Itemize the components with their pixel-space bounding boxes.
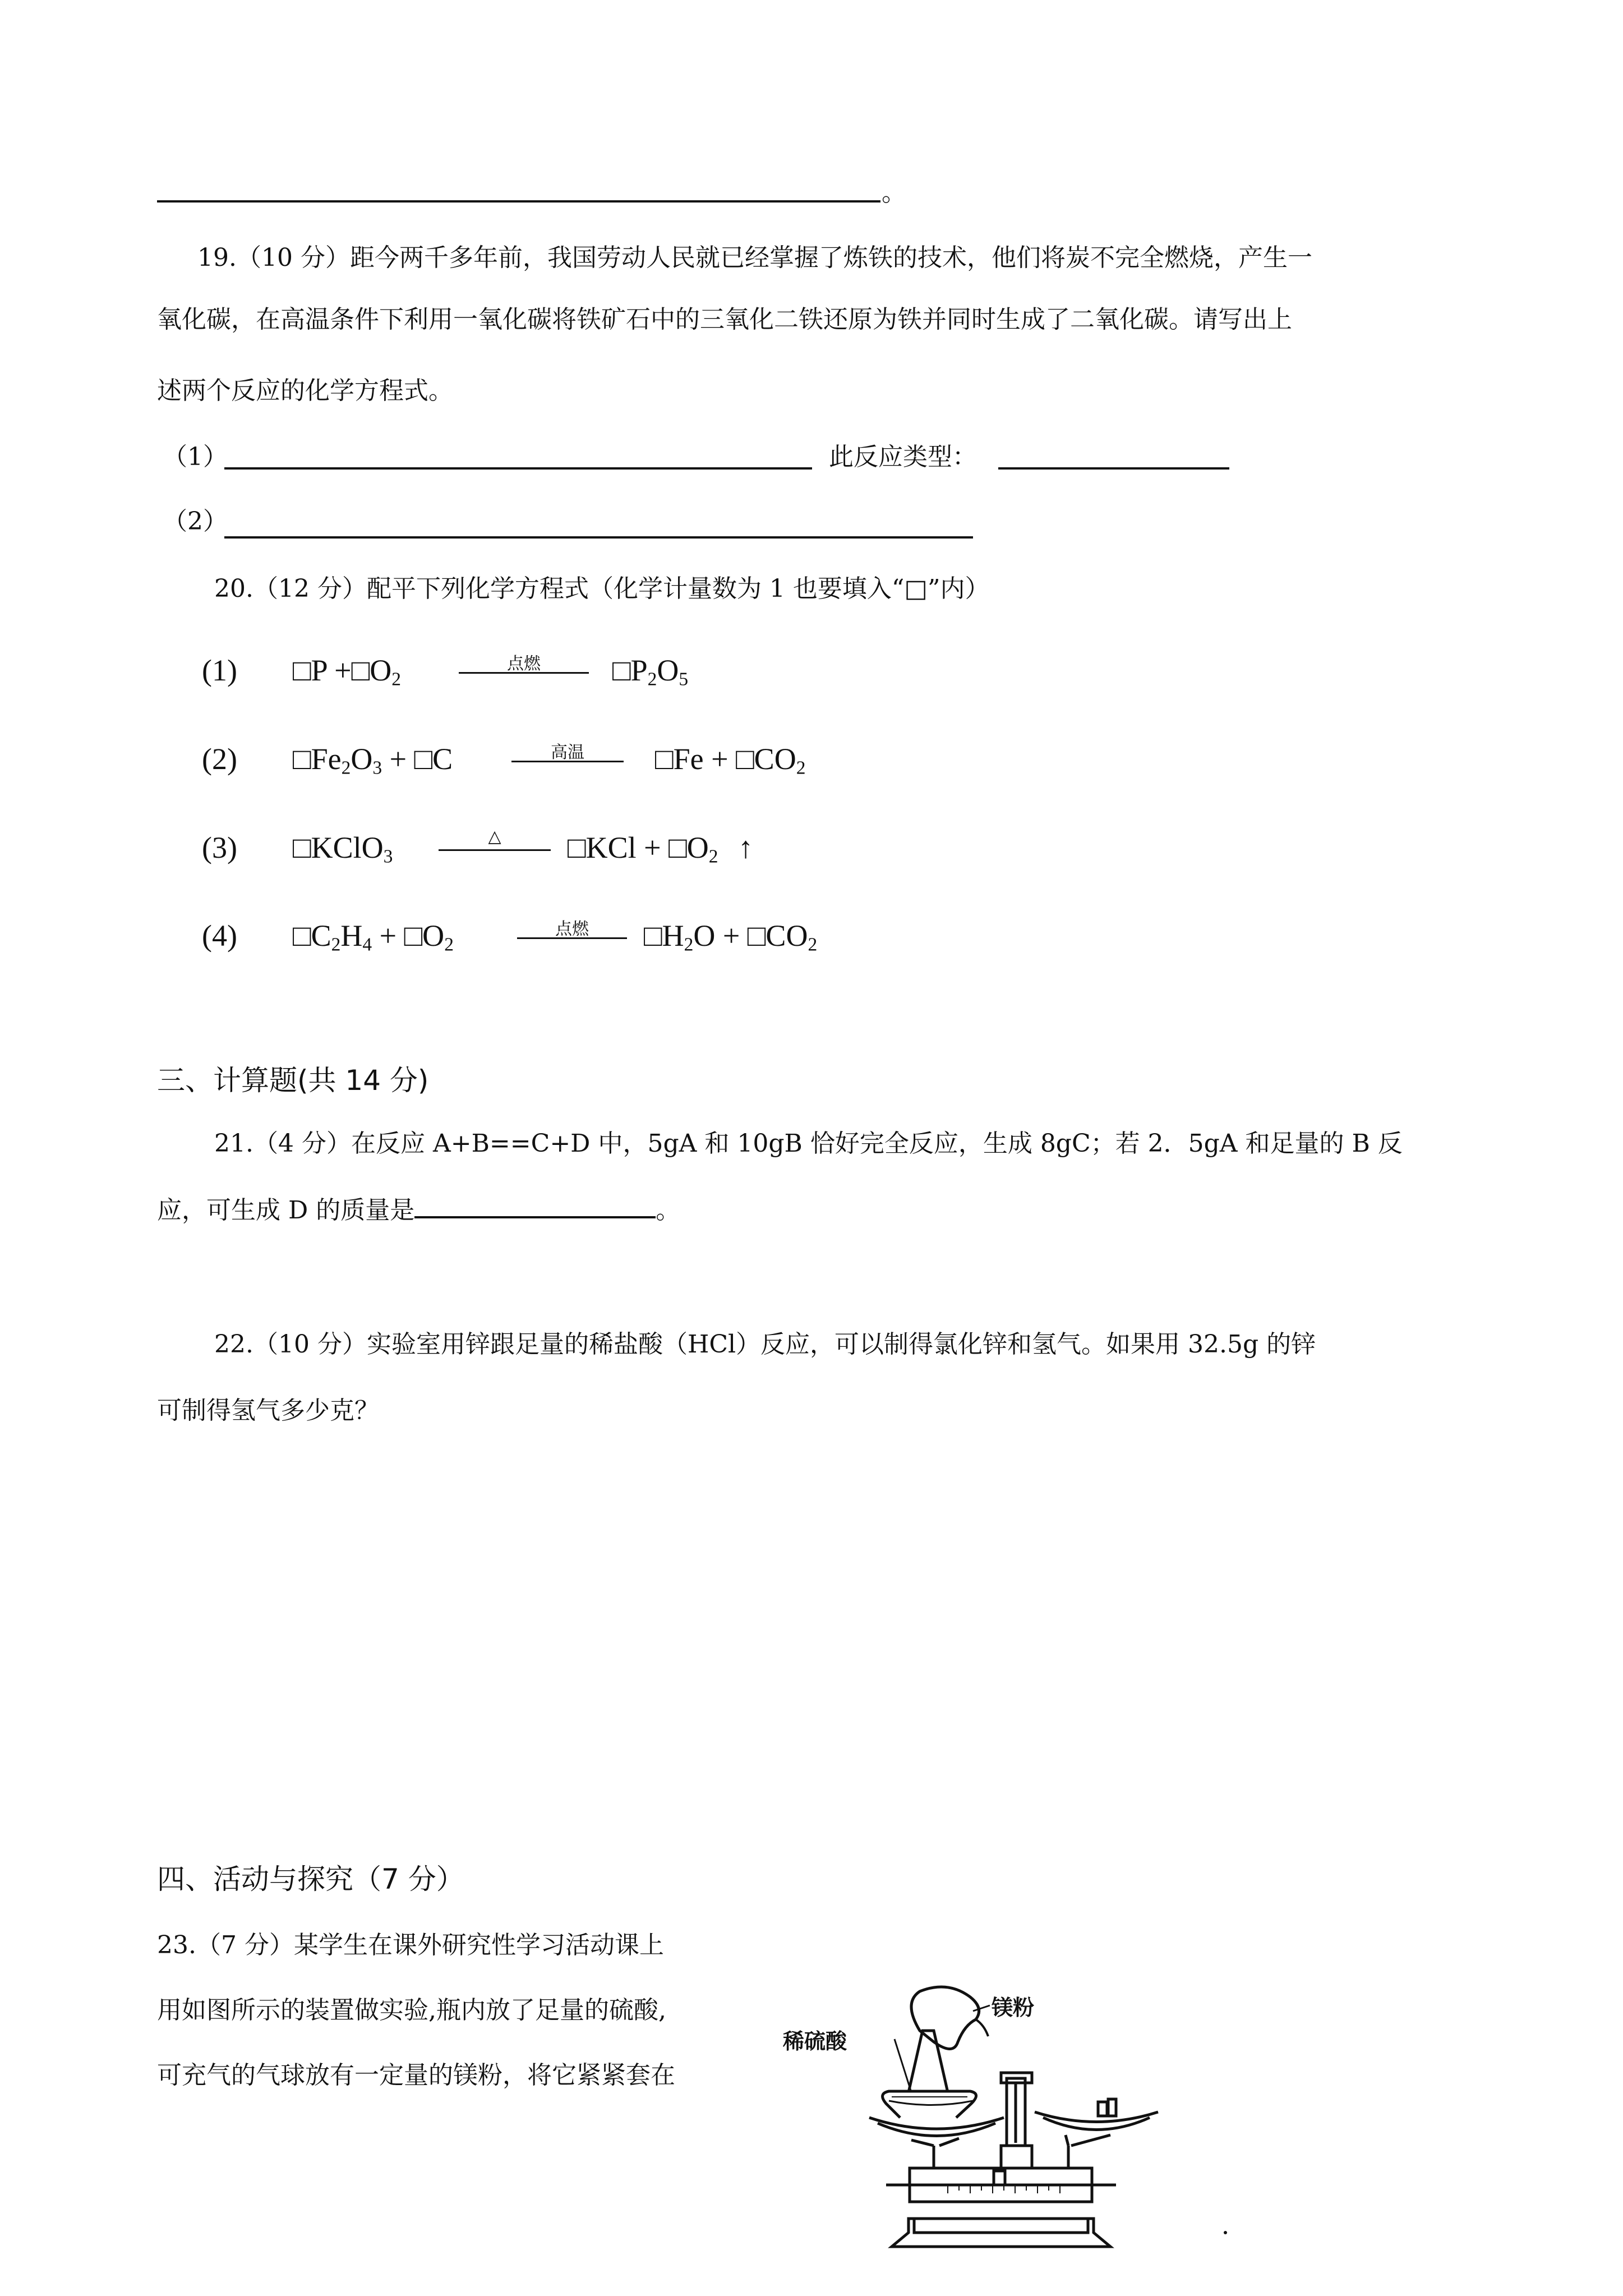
q19-reaction-type-blank[interactable]: [998, 467, 1229, 470]
eq1-condition: 点燃: [507, 654, 541, 674]
eq1-reactants: □P $+□O_2$: [293, 654, 401, 690]
eq2-condition: 高温: [551, 743, 584, 762]
eq3-reactants: □KClO$_3$: [293, 831, 393, 867]
q19-reaction-type-label: 此反应类型：: [829, 443, 977, 471]
q19-answer-line-1[interactable]: [224, 467, 812, 470]
top-period: 。: [882, 178, 906, 207]
q23-line1: 23.（7 分）某学生在课外研究性学习活动课上: [157, 1931, 664, 1959]
section4-title: 四、活动与探究（7 分）: [157, 1863, 464, 1895]
gas-up-arrow: ↑: [737, 831, 753, 864]
label-dilute-sulfuric-acid: 稀硫酸: [783, 2029, 847, 2054]
eq1-products: $□P_2O_5$: [612, 654, 689, 690]
eq3-products: □KCl + $□O_2$ ↑: [568, 831, 753, 867]
label-magnesium-powder: 镁粉: [992, 1995, 1035, 2020]
q19-line3: 述两个反应的化学方程式。: [157, 376, 453, 405]
q21-line2: [157, 1198, 680, 1223]
q19-item2-label: （2）: [163, 507, 228, 536]
q21-answer-blank[interactable]: [414, 1216, 656, 1218]
eq4-number: (4): [202, 919, 237, 953]
q19-answer-line-2[interactable]: [224, 536, 973, 539]
eq4-reactants: $□C_2H_4$ + $□O_2$: [293, 919, 454, 955]
q23-line2: 用如图所示的装置做实验,瓶内放了足量的硫酸,: [157, 1996, 666, 2024]
eq1-arrow-line: [459, 672, 589, 674]
eq4-arrow-line: [517, 937, 627, 939]
eq2-reactants: $□Fe_2O_3$ + □C: [293, 742, 453, 779]
q20-intro: 20.（12 分）配平下列化学方程式（化学计量数为 1 也要填入“□”内）: [214, 574, 990, 603]
q21-line2-prefix: 应，可生成 D 的质量是: [157, 1196, 415, 1225]
eq4-products: $□H_2O$ + $□CO_2$: [644, 919, 818, 955]
eq3-condition: △: [488, 827, 501, 846]
q21-line1: 21.（4 分）在反应 A+B==C+D 中，5gA 和 10gB 恰好完全反应，生成 8gC；若 2．5gA 和足量的 B 反: [214, 1129, 1403, 1158]
eq4-condition: 点燃: [555, 919, 589, 939]
balance-figure: [780, 1963, 1228, 2277]
q19-line1: 19.（10 分）距今两千多年前，我国劳动人民就已经掌握了炼铁的技术，他们将炭不完全燃烧，产生一: [197, 243, 1312, 272]
eq2-products: □Fe + $□CO_2$: [655, 742, 806, 779]
eq1-number: (1): [202, 654, 237, 687]
eq2-number: (2): [202, 742, 237, 776]
q19-line2: 氧化碳，在高温条件下利用一氧化碳将铁矿石中的三氧化二铁还原为铁并同时生成了二氧化碳。请写出上: [157, 305, 1292, 334]
eq3-number: (3): [202, 831, 237, 864]
eq2-arrow-line: [511, 761, 624, 762]
eq3-arrow-line: [439, 849, 551, 851]
q22-line1: 22.（10 分）实验室用锌跟足量的稀盐酸（HCl）反应，可以制得氯化锌和氢气。如果用 32.5g 的锌: [214, 1330, 1316, 1359]
answer-line-top: [157, 200, 880, 203]
q19-item1-label: （1）: [163, 443, 228, 471]
q23-line3: 可充气的气球放有一定量的镁粉，将它紧紧套在: [157, 2061, 675, 2090]
section3-title: 三、计算题(共 14 分): [157, 1064, 429, 1097]
q21-line2-suffix: 。: [656, 1196, 681, 1225]
q22-line2: 可制得氢气多少克？: [157, 1396, 379, 1425]
